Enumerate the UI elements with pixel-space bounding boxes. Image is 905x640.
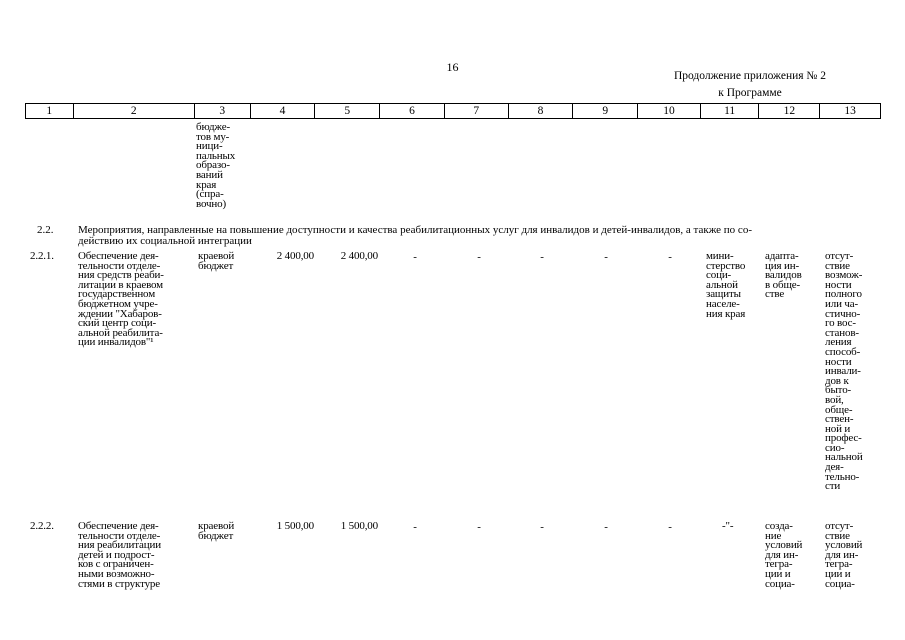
column-header: 3 (194, 104, 250, 119)
row-consequence: отсут- ствие возмож- ности полного или ча- стично- го вос- станов- ления способ- ности инвали- дов к быто- вой, обще- ствен- ной и профес- сио- нальной дея- тельно- сти (825, 250, 863, 493)
row-total: 2 400,00 (276, 250, 314, 262)
row-funding-source: краевой бюджет (198, 250, 235, 272)
row-number: 2.2.2. (30, 520, 54, 532)
row-name: Обеспечение дея- тельности отделе- ния средств реаби- литации в краевом государственном бюджетном учре- ждении "Хабаров- ский центр соци- альной реабилита- ции инвалидов"¹ (78, 250, 164, 349)
row-empty-value: - (540, 521, 544, 533)
column-header-row (25, 103, 881, 119)
appendix-subtitle: к Программе (718, 87, 782, 99)
carryover-funding-source: бюдже- тов му- ници- пальных образо- ваний края (спра- вочно) (196, 121, 236, 210)
row-empty-value: - (413, 251, 417, 263)
row-executor: -"- (722, 520, 734, 532)
row-funding-source: краевой бюджет (198, 520, 235, 542)
row-expected-result: адапта- ция ин- валидов в обще- стве (765, 250, 802, 301)
section-title: Мероприятия, направленные на повышение доступности и качества реабилитационных услуг для инвалидов и детей-инвалидов, а также по со- действию их социальной интеграции (78, 224, 752, 247)
row-empty-value: - (604, 251, 608, 263)
row-empty-value: - (668, 521, 672, 533)
column-header: 5 (315, 104, 380, 119)
row-empty-value: - (540, 251, 544, 263)
row-expected-result: созда- ние условий для ин- тегра- ции и социа- (765, 520, 803, 590)
row-empty-value: - (668, 251, 672, 263)
column-header: 13 (820, 104, 881, 119)
appendix-title: Продолжение приложения № 2 (673, 70, 827, 82)
row-empty-value: - (477, 521, 481, 533)
row-empty-value: - (477, 251, 481, 263)
column-header: 4 (250, 104, 315, 119)
column-header: 1 (26, 104, 74, 119)
column-header: 8 (508, 104, 573, 119)
section-number: 2.2. (37, 224, 54, 236)
column-header: 11 (700, 104, 759, 119)
row-executor: мини- стерство соци- альной защиты населе- ния края (706, 250, 746, 320)
column-header: 7 (444, 104, 508, 119)
column-header: 12 (759, 104, 820, 119)
row-year-value: 2 400,00 (340, 250, 378, 262)
column-header: 6 (380, 104, 445, 119)
row-consequence: отсут- ствие условий для ин- тегра- ции и социа- (825, 520, 863, 590)
column-header: 10 (638, 104, 701, 119)
row-total: 1 500,00 (276, 520, 314, 532)
row-empty-value: - (604, 521, 608, 533)
page-number: 16 (446, 60, 459, 74)
column-header: 2 (73, 104, 194, 119)
column-header: 9 (573, 104, 638, 119)
row-year-value: 1 500,00 (340, 520, 378, 532)
row-empty-value: - (413, 521, 417, 533)
row-number: 2.2.1. (30, 250, 54, 262)
row-name: Обеспечение дея- тельности отделе- ния реабилитации детей и подрост- ков с ограничен- ными возможно- стями в структуре (78, 520, 161, 590)
